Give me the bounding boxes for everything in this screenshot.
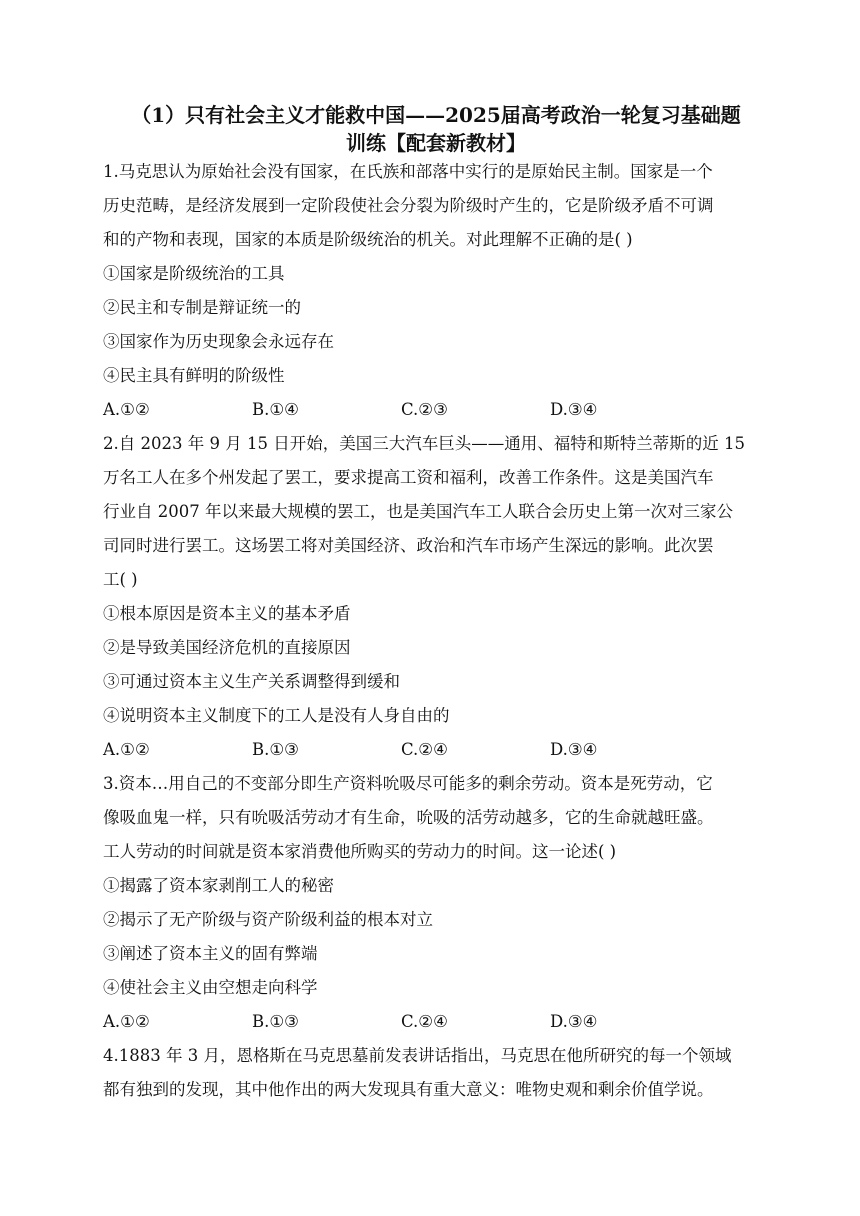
statement-item: ①根本原因是资本主义的基本矛盾 [103, 604, 351, 623]
question-stem-line: 和的产物和表现，国家的本质是阶级统治的机关。对此理解不正确的是( ) [103, 230, 633, 249]
question-stem-line: 万名工人在多个州发起了罢工，要求提高工资和福利，改善工作条件。这是美国汽车 [103, 468, 714, 487]
question-4 [103, 1039, 763, 1107]
statement-item: ③国家作为历史现象会永远存在 [103, 332, 334, 351]
document-title-line-1: （1）只有社会主义才能救中国——2025届高考政治一轮复习基础题 [131, 103, 741, 127]
statement-item: ①揭露了资本家剥削工人的秘密 [103, 876, 334, 895]
answer-options [103, 393, 763, 427]
answer-options [103, 1005, 763, 1039]
statement-item: ④民主具有鲜明的阶级性 [103, 366, 285, 385]
option-d: D.③④ [550, 740, 598, 759]
statement-item: ②揭示了无产阶级与资产阶级利益的根本对立 [103, 910, 433, 929]
option-b: B.①④ [252, 400, 299, 419]
option-d: D.③④ [550, 1012, 598, 1031]
statement-item: ②民主和专制是辩证统一的 [103, 298, 301, 317]
document-title-line-2: 训练【配套新教材】 [346, 131, 526, 155]
question-stem-line: 2.自 2023 年 9 月 15 日开始，美国三大汽车巨头——通用、福特和斯特兰蒂斯的近 15 [103, 434, 745, 453]
statement-item: ②是导致美国经济危机的直接原因 [103, 638, 351, 657]
statement-item: ③阐述了资本主义的固有弊端 [103, 944, 318, 963]
statement-item: ①国家是阶级统治的工具 [103, 264, 285, 283]
statement-item: ③可通过资本主义生产关系调整得到缓和 [103, 672, 400, 691]
question-stem-line: 行业自 2007 年以来最大规模的罢工，也是美国汽车工人联合会历史上第一次对三家公 [103, 502, 733, 521]
option-d: D.③④ [550, 400, 598, 419]
question-1 [103, 155, 763, 427]
question-stem-line: 3.资本…用自己的不变部分即生产资料吮吸尽可能多的剩余劳动。资本是死劳动，它 [103, 774, 713, 793]
question-stem-line: 都有独到的发现，其中他作出的两大发现具有重大意义：唯物史观和剩余价值学说。 [103, 1080, 714, 1099]
questions-container [103, 155, 763, 1107]
statement-item: ④使社会主义由空想走向科学 [103, 978, 318, 997]
option-b: B.①③ [252, 740, 299, 759]
question-stem-line: 1.马克思认为原始社会没有国家，在氏族和部落中实行的是原始民主制。国家是一个 [103, 162, 713, 181]
option-a: A.①② [103, 1012, 150, 1031]
option-a: A.①② [103, 740, 150, 759]
question-stem-line: 4.1883 年 3 月，恩格斯在马克思墓前发表讲话指出，马克思在他所研究的每一个领域 [103, 1046, 732, 1065]
option-a: A.①② [103, 400, 150, 419]
question-stem-line: 工人劳动的时间就是资本家消费他所购买的劳动力的时间。这一论述( ) [103, 842, 617, 861]
question-stem-line: 像吸血鬼一样，只有吮吸活劳动才有生命，吮吸的活劳动越多，它的生命就越旺盛。 [103, 808, 714, 827]
question-stem-line: 工( ) [103, 570, 138, 589]
question-stem-line: 司同时进行罢工。这场罢工将对美国经济、政治和汽车市场产生深远的影响。此次罢 [103, 536, 714, 555]
option-b: B.①③ [252, 1012, 299, 1031]
option-c: C.②④ [401, 1012, 448, 1031]
question-2 [103, 427, 763, 767]
question-stem-line: 历史范畴，是经济发展到一定阶段使社会分裂为阶级时产生的，它是阶级矛盾不可调 [103, 196, 714, 215]
option-c: C.②③ [401, 400, 448, 419]
option-c: C.②④ [401, 740, 448, 759]
question-3 [103, 767, 763, 1039]
answer-options [103, 733, 763, 767]
statement-item: ④说明资本主义制度下的工人是没有人身自由的 [103, 706, 450, 725]
